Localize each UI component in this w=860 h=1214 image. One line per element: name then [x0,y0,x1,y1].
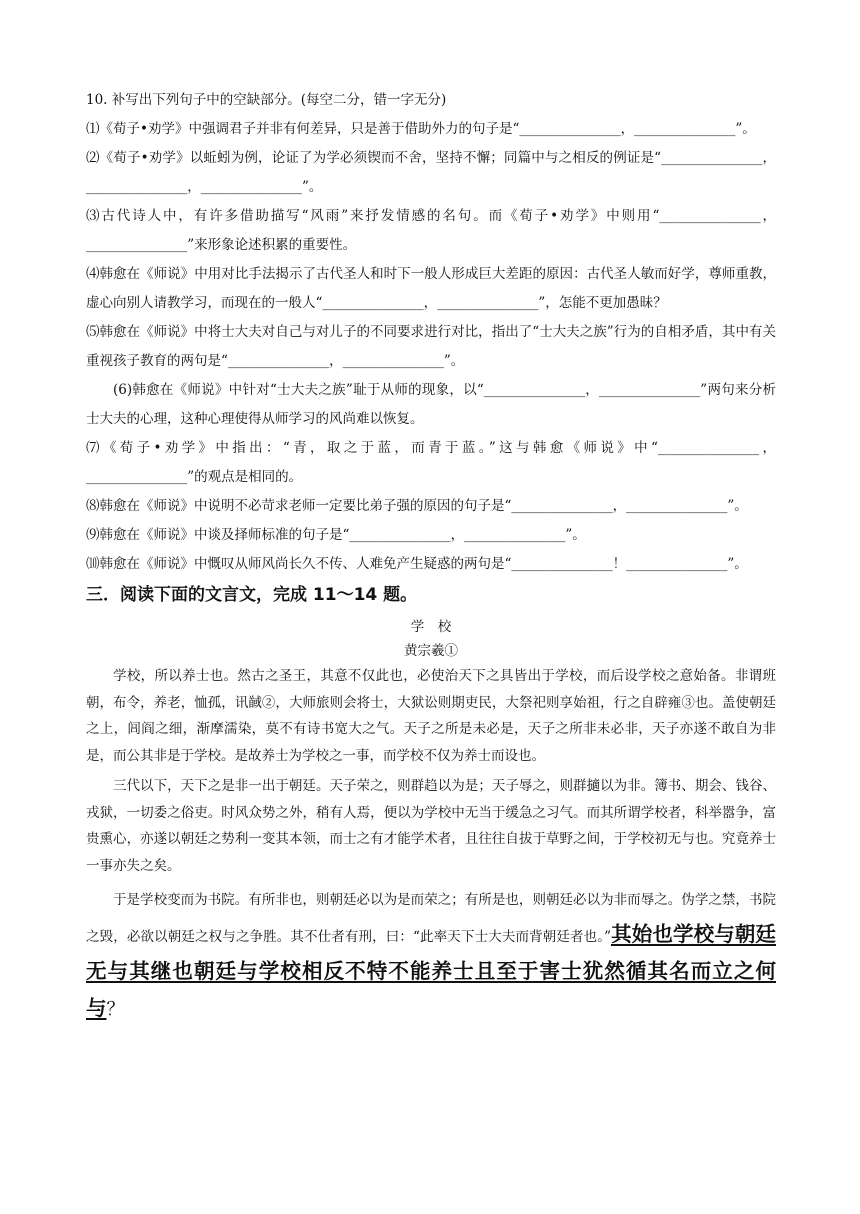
article-paragraph-2: 三代以下，天下之是非一出于朝廷。天子荣之，则群趋以为是；天子辱之，则群擿以为非。簿书、期会、钱谷、戎狱，一切委之俗吏。时风众势之外，稍有人焉，便以为学校中无当于缓急之习气。而其所谓学校者，科举嚣争，富贵熏心，亦遂以朝廷之势利一变其本领，而士之有才能学术者，且往往自拔于草野之间，于学校初无与也。究竟养士一事亦失之矣。 [86,778,776,874]
question-10-item-5: ⑸韩愈在《师说》中将士大夫对自己与对儿子的不同要求进行对比，指出了“士大夫之族”行为的自相矛盾，其中有关重视孩子教育的两句是“_______________，_______________”。 [86,324,776,369]
document-page [86,89,776,1032]
article-title: 学 校 [410,619,452,635]
question-10-item-10: ⑽韩愈在《师说》中慨叹从师风尚长久不传、人难免产生疑惑的两句是“_______________！_______________”。 [86,556,748,572]
article-paragraph-3 [86,883,776,1028]
question-10-item-7: ⑺《荀子•劝学》中指出：“青，取之于蓝，而青于蓝。”这与韩愈《师说》中“_______________，_______________”的观点是相同的。 [86,440,776,485]
question-10-item-9: ⑼韩愈在《师说》中谈及择师标准的句子是“_______________，_______________”。 [86,527,586,543]
emphasized-passage: 其始也学校与朝廷无与其继也朝廷与学校相反不特不能养士且至于害士犹然循其名而立之何与 [86,922,776,1020]
question-10-item-8: ⑻韩愈在《师说》中说明不必苛求老师一定要比弟子强的原因的句子是“_______________，_______________”。 [86,498,748,514]
question-10-item-2: ⑵《荀子•劝学》以蚯蚓为例，论证了为学必须锲而不舍，坚持不懈；同篇中与之相反的例证是“_______________，_______________，_______________”。 [86,150,776,195]
question-10-item-3: ⑶古代诗人中，有许多借助描写“风雨”来抒发情感的名句。而《荀子•劝学》中则用“_______________，_______________”来形象论述积累的重要性。 [86,208,776,253]
section-3-heading: 三．阅读下面的文言文，完成 11～14 题。 [86,585,418,605]
question-10-item-4: ⑷韩愈在《师说》中用对比手法揭示了古代圣人和时下一般人形成巨大差距的原因：古代圣人敏而好学，尊师重教，虚心向别人请教学习，而现在的一般人“_______________，_______________”，怎能不更加愚昧？ [86,266,776,311]
question-mark: ？ [106,999,125,1020]
article-paragraph-1: 学校，所以养士也。然古之圣王，其意不仅此也，必使治天下之具皆出于学校，而后设学校之意始备。非谓班朝，布令，养老，恤孤，讯馘②，大师旅则会将士，大狱讼则期吏民，大祭祀则享始祖，行之自辟雍③也。盖使朝廷之上，闾阎之细，渐摩濡染，莫不有诗书宽大之气。天子之所是未必是，天子之所非未必非，天子亦遂不敢自为非是，而公其非是于学校。是故养士为学校之一事，而学校不仅为养士而设也。 [86,668,776,764]
question-10-item-1: ⑴《荀子•劝学》中强调君子并非有何差异，只是善于借助外力的句子是“_______________，_______________”。 [86,121,756,137]
paragraph-3-text: 于是学校变而为书院。有所非也，则朝廷必以为是而荣之；有所是也，则朝廷必以为非而辱之。伪学之禁，书院之毁，必欲以朝廷之权与之争胜。其不仕者有刑，曰：“此率天下士大夫而背朝廷者也。” [86,892,776,945]
question-10-title: 10. 补写出下列句子中的空缺部分。(每空二分，错一字无分) [86,92,447,108]
question-10-item-6: (6)韩愈在《师说》中针对“士大夫之族”耻于从师的现象，以“_______________，_______________”两句来分析士大夫的心理，这种心理使得从师学习的风尚难以恢复。 [86,382,776,427]
article-author: 黄宗羲① [404,643,458,659]
